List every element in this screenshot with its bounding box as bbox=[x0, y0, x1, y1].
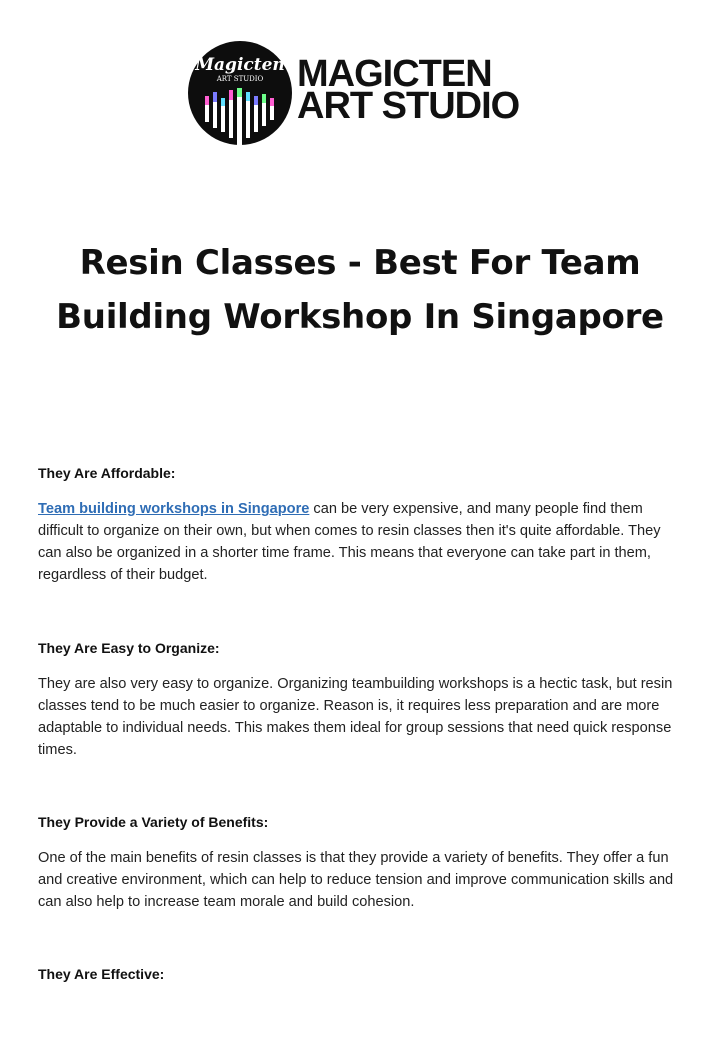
section-heading: They Are Effective: bbox=[38, 966, 165, 982]
section-heading: They Are Affordable: bbox=[38, 465, 176, 481]
section-paragraph bbox=[38, 498, 688, 586]
svg-text:Magicten: Magicten bbox=[195, 55, 285, 75]
brand-logo bbox=[187, 40, 532, 150]
team-building-workshops-link[interactable]: Team building workshops in Singapore bbox=[38, 501, 310, 517]
section-body: can be very expensive, and many people find them difficult to organize on their own, but when comes to resin classes then it's quite affordable. They can also be organized in a shorter time frame. This means that everyone can take part in them, regardless of their budget. bbox=[38, 501, 661, 583]
svg-text:ART STUDIO: ART STUDIO bbox=[216, 75, 264, 83]
section-affordable bbox=[38, 464, 688, 586]
section-paragraph: They are also very easy to organize. Organizing teambuilding workshops is a hectic task, but resin classes tend to be much easier to organize. Reason is, it requires less preparation and are more adaptable to individual needs. This makes them ideal for group sessions that need quick response times. bbox=[38, 676, 673, 758]
section-easy-to-organize bbox=[38, 639, 688, 761]
logo-wordmark-line2: ART STUDIO bbox=[297, 85, 520, 127]
logo-wordmark bbox=[297, 53, 520, 127]
section-paragraph: One of the main benefits of resin classes is that they provide a variety of benefits. They offer a fun and creative environment, which can help to reduce tension and improve communication skills and can also help to increase team morale and build cohesion. bbox=[38, 850, 674, 910]
section-variety-of-benefits bbox=[38, 813, 688, 913]
logo-wordmark-line1: MAGICTEN bbox=[297, 53, 492, 95]
section-heading: They Are Easy to Organize: bbox=[38, 640, 220, 656]
logo-seal-icon bbox=[187, 40, 293, 146]
section-effective bbox=[38, 965, 688, 983]
page-title: Resin Classes - Best For Team Building Workshop In Singapore bbox=[56, 243, 664, 337]
section-heading: They Provide a Variety of Benefits: bbox=[38, 814, 269, 830]
